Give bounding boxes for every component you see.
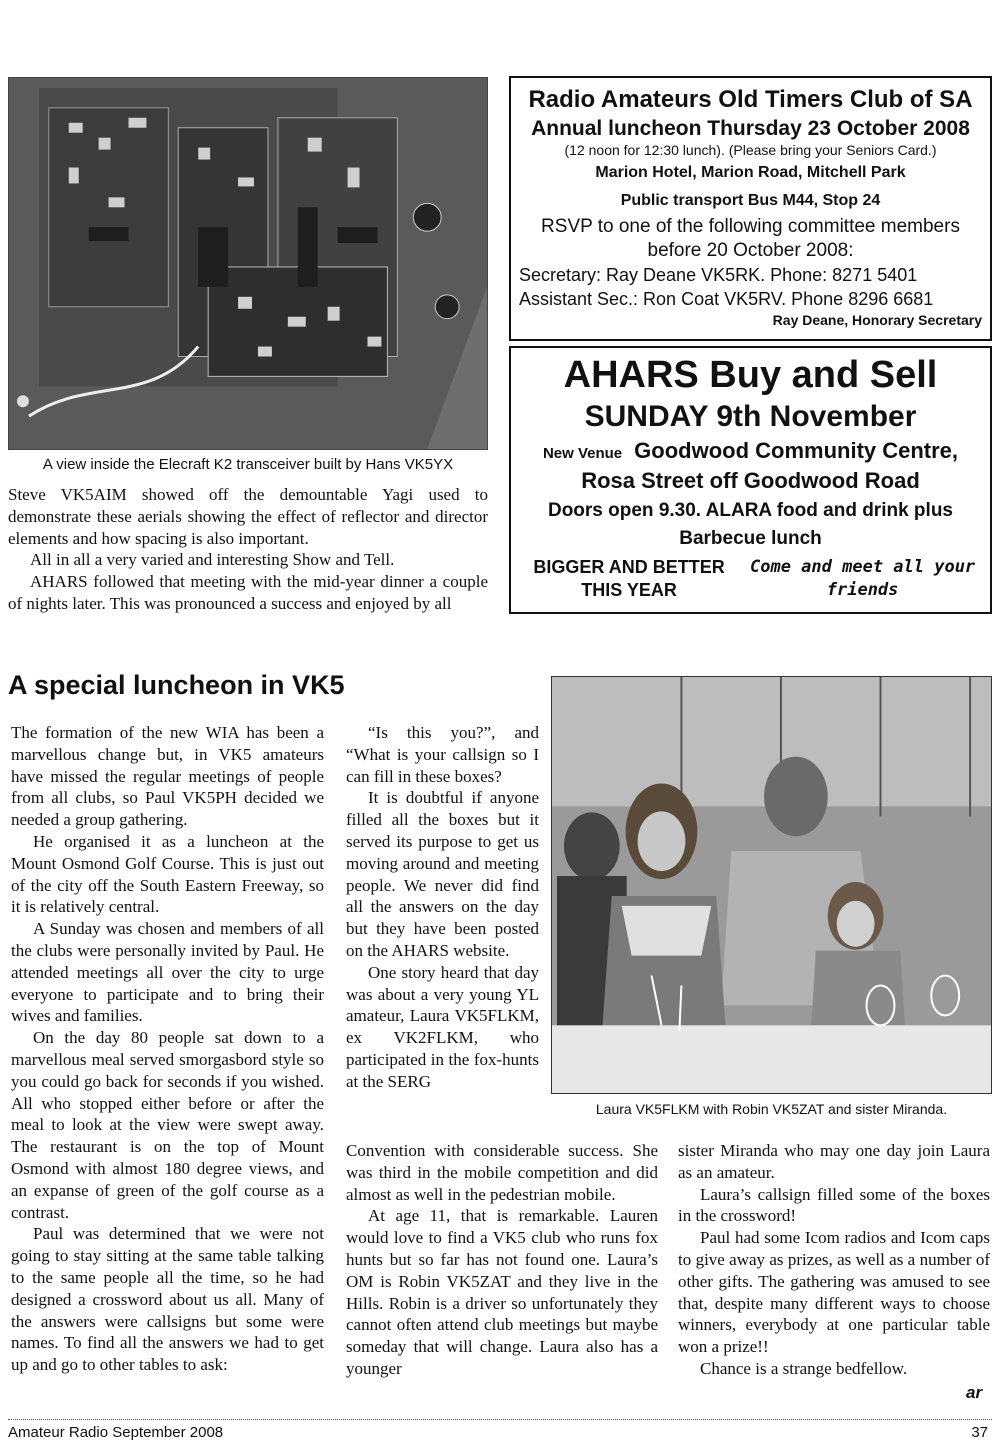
article-paragraph: One story heard that day was about a very young YL amateur, Laura VK5FLKM, ex VK2FLKM, who participated in the fox-hunts at the SERG [346,962,539,1091]
bigger-line: THIS YEAR [581,580,677,600]
venue-street: Rosa Street off Goodwood Road [581,468,920,493]
come-meet-friends [741,556,984,602]
barbecue-lunch: Barbecue lunch [679,528,822,549]
intro-text [8,484,488,615]
article-paragraph: On the day 80 people sat down to a marvellous meal served smorgasbord style so you could go back for seconds if you wished. All who stopped either before or after the meal to look at the view were swept away. The restaurant is on the top of Mount Osmond with almost 180 degree views, and an expanse of green of the golf course as a contrast. [11,1028,324,1222]
article-paragraph: Laura’s callsign filled some of the boxes in the crossword! [678,1184,990,1226]
intro-paragraph: Steve VK5AIM showed off the demountable Yagi used to demonstrate these aerials showing the effect of reflector and director elements and how spacing is also important. [8,485,488,548]
venue-label: New Venue [542,445,623,462]
ahars-title: AHARS Buy and Sell [563,354,938,396]
notice-signature: Ray Deane, Honorary Secretary [772,312,982,328]
article-column-2-continued [346,1140,658,1380]
secretary-contact: Secretary: Ray Deane VK5RK. Phone: 8271 5401 [519,265,918,285]
family-photo-caption: Laura VK5FLKM with Robin VK5ZAT and sister Miranda. [595,1101,948,1117]
k2-transceiver-photo [8,77,488,450]
old-timers-title: Radio Amateurs Old Timers Club of SA [528,86,973,113]
luncheon-time-note: (12 noon for 12:30 lunch). (Please bring your Seniors Card.) [564,142,937,158]
article-paragraph: “Is this you?”, and “What is your callsign so I can fill in these boxes? [346,723,539,786]
article-column-1 [11,722,324,1376]
footer-publication: Amateur Radio September 2008 [8,1424,224,1441]
article-column-2 [346,722,539,1093]
ahars-bottom-row [517,556,984,602]
k2-photo-caption: A view inside the Elecraft K2 transceiver built by Hans VK5YX [42,456,454,473]
circuit-board-image [9,78,487,449]
public-transport: Public transport Bus M44, Stop 24 [620,192,881,209]
come-line: friends [826,580,899,600]
luncheon-people-image [552,677,991,1093]
page-number: 37 [971,1424,988,1441]
article-paragraph: Convention with considerable success. She was third in the mobile competition and did almost as well in the pedestrian mobile. [346,1141,658,1204]
article-paragraph: It is doubtful if anyone filled all the boxes but it served its purpose to get us moving around and meeting people. We never did find all the answers on the day but they have been posted on the AHARS website. [346,788,539,960]
ahars-buy-sell-notice [509,346,992,614]
assistant-contact: Assistant Sec.: Ron Coat VK5RV. Phone 8296 6681 [519,289,934,309]
article-paragraph: The formation of the new WIA has been a marvellous change but, in VK5 amateurs have missed the regular meetings of people from all clubs, so Paul VK5PH decided we needed a group gathering. [11,723,324,830]
venue-row [517,436,984,466]
article-column-3 [678,1140,990,1380]
article-paragraph: sister Miranda who may one day join Laura as an amateur. [678,1141,990,1182]
rsvp-line: RSVP to one of the following committee members [541,216,960,237]
article-paragraph: A Sunday was chosen and members of all the clubs were personally invited by Paul. He attended meetings all over the city to urge everyone to participate and to bring their wives and families. [11,919,324,1026]
end-mark: ar [966,1383,983,1402]
luncheon-venue: Marion Hotel, Marion Road, Mitchell Park [595,164,906,181]
bigger-better [517,556,741,602]
bigger-line: BIGGER AND BETTER [533,557,725,577]
intro-paragraph: All in all a very varied and interesting Show and Tell. [30,550,395,570]
article-paragraph: He organised it as a luncheon at the Mount Osmond Golf Course. This is just out of the city off the South Eastern Freeway, so it is relatively central. [11,831,324,917]
venue-name: Goodwood Community Centre, [634,438,959,463]
rsvp-deadline: before 20 October 2008: [647,240,854,261]
come-line: Come and meet all your [750,557,976,577]
article-paragraph: Chance is a strange bedfellow. [700,1358,908,1378]
luncheon-date: Annual luncheon Thursday 23 October 2008 [531,117,970,140]
article-paragraph: At age 11, that is remarkable. Lauren would love to find a VK5 club who runs fox hunts but so far has not found one. Laura’s OM is Robin VK5ZAT and they live in the Hills. Robin is a driver so unfortunately they cannot often attend club meetings but maybe someday that will change. Laura also has a younger [346,1206,658,1378]
doors-open: Doors open 9.30. ALARA food and drink plus [547,500,953,521]
article-title: A special luncheon in VK5 [8,670,345,700]
intro-paragraph: AHARS followed that meeting with the mid-year dinner a couple of nights later. This was pronounced a success and enjoyed by all [8,572,488,613]
article-paragraph: Paul had some Icom radios and Icom caps to give away as prizes, as well as a number of other gifts. The gathering was amused to see that, despite many different ways to choose winners, everybody at one particular table won a prize!! [678,1228,990,1357]
article-paragraph: Paul was determined that we were not going to stay sitting at the same table talking to the same people all the time, so he had designed a crossword about us all. Many of the answers were callsigns but some were names. To find all the answers we had to get up and go to other tables to ask: [11,1224,324,1375]
family-photo [551,676,992,1094]
old-timers-notice [509,76,992,341]
ahars-date: SUNDAY 9th November [584,400,917,433]
footer-divider [8,1419,992,1420]
